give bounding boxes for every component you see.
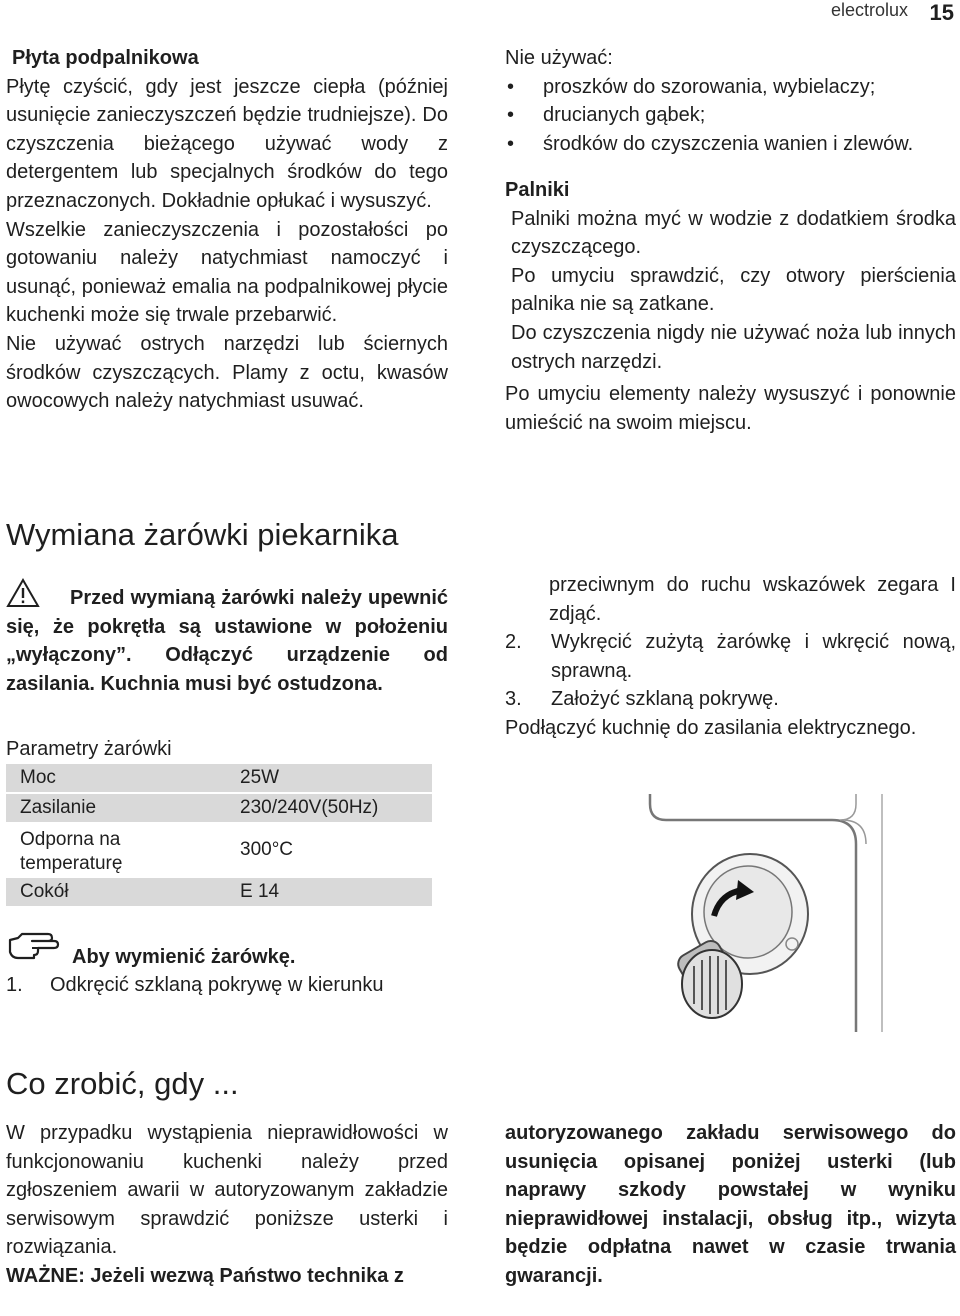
table-row bbox=[6, 878, 432, 906]
step-1-continued: przeciwnym do ruchu wskazówek zegara I zdjąć. bbox=[549, 574, 956, 625]
bulb-section-title: Wymiana żarówki piekarnika bbox=[6, 517, 399, 552]
cleaning-notes bbox=[505, 44, 956, 158]
params-title: Parametry żarówki bbox=[6, 738, 172, 760]
do-not-use-list bbox=[505, 73, 956, 159]
step-3 bbox=[505, 685, 956, 714]
param-label: Moc bbox=[6, 764, 226, 793]
step-text: Wykręcić zużytą żarówkę i wkręcić nową, sprawną. bbox=[551, 631, 956, 682]
burners-paragraph-3: Do czyszczenia nigdy nie używać noża lub innych ostrych narzędzi. bbox=[511, 321, 956, 373]
hint-title: Aby wymienić żarówkę. bbox=[72, 946, 296, 968]
burners-title: Palniki bbox=[505, 179, 570, 201]
troubleshooting-left bbox=[6, 1119, 448, 1291]
troubleshooting-paragraph: W przypadku wystąpienia nieprawidłowości w funkcjonowaniu kuchenki należy przed zgłoszeniem awarii w autoryzowanym zakładzie serwisowym sprawdzić poniższe usterki i rozwiązania. bbox=[6, 1122, 448, 1259]
param-label: Cokół bbox=[6, 878, 226, 906]
params-table bbox=[6, 764, 432, 906]
brand-name: electrolux bbox=[830, 0, 908, 20]
steps-list bbox=[505, 628, 956, 714]
param-value: 300°C bbox=[240, 839, 294, 860]
troubleshooting-right bbox=[505, 1119, 956, 1291]
step-number: 2. bbox=[505, 631, 522, 654]
important-note-continued: autoryzowanego zakładu serwisowego do usunięcia opisanej poniżej usterki (lub naprawy szkody powstałej w wyniku nieprawidłowej instalacji, obsług itp., wizyta będzie odpłatna nawet w czasie trwania gwarancji. bbox=[505, 1122, 956, 1287]
list-item: • środków do czyszczenia wanien i zlewów. bbox=[505, 130, 956, 159]
oven-lamp-illustration bbox=[642, 794, 960, 1034]
burners-paragraph-2: Po umyciu sprawdzić, czy otwory pierścienia palnika nie są zatkane. bbox=[511, 264, 956, 316]
burners-section bbox=[505, 176, 956, 437]
hob-section bbox=[6, 44, 448, 416]
table-row bbox=[6, 764, 432, 793]
steps-continued bbox=[505, 571, 956, 743]
list-item: • drucianych gąbek; bbox=[505, 101, 956, 130]
table-row bbox=[6, 822, 432, 878]
param-label: Zasilanie bbox=[6, 793, 226, 822]
step-number: 3. bbox=[505, 688, 522, 711]
burners-paragraph-4: Po umyciu elementy należy wysuszyć i ponownie umieścić na swoim miejscu. bbox=[505, 383, 956, 434]
param-label: Odporna na temperaturę bbox=[20, 829, 123, 874]
hob-paragraph-1: Płytę czyścić, gdy jest jeszcze ciepła (później usunięcie zanieczyszczeń będzie trudniejsze). Do czyszczenia bieżącego używać wody z detergentem lub specjalnych środków do tego przeznaczonych. Dokładnie opłukać i wysuszyć. bbox=[6, 75, 448, 212]
important-note: WAŻNE: Jeżeli wezwą Państwo technika z bbox=[6, 1264, 404, 1287]
step-number: 1. bbox=[6, 974, 23, 996]
list-item: • proszków do szorowania, wybielaczy; bbox=[505, 73, 956, 102]
param-value: E 14 bbox=[226, 878, 432, 906]
param-value: 230/240V(50Hz) bbox=[226, 793, 432, 822]
step-1 bbox=[6, 971, 456, 1000]
troubleshooting-title: Co zrobić, gdy ... bbox=[6, 1066, 239, 1101]
reconnect-text: Podłączyć kuchnię do zasilania elektrycznego. bbox=[505, 716, 917, 739]
hob-paragraph-3: Nie używać ostrych narzędzi lub ściernych środków czyszczących. Plamy z octu, kwasów owocowych należy natychmiast usuwać. bbox=[6, 332, 448, 413]
step-text: Odkręcić szklaną pokrywę w kierunku bbox=[50, 974, 384, 996]
step-2 bbox=[505, 628, 956, 685]
hob-paragraph-2: Wszelkie zanieczyszczenia i pozostałości po gotowaniu należy natychmiast namoczyć i usunąć, ponieważ emalia na podpalnikowej płycie kuchenki może się trwale przebarwić. bbox=[6, 218, 448, 327]
pointing-hand-icon bbox=[8, 930, 60, 960]
table-row bbox=[6, 793, 432, 822]
warning-text: Przed wymianą żarówki należy upewnić się, że pokrętła są ustawione w położeniu „wyłączony”. Odłączyć urządzenie od zasilania. Kuchnia musi być ostudzona. bbox=[6, 587, 448, 695]
burners-paragraph-1: Palniki można myć w wodzie z dodatkiem środka czyszczącego. bbox=[511, 207, 956, 259]
hob-title: Płyta podpalnikowa bbox=[12, 47, 199, 69]
step-text: Założyć szklaną pokrywę. bbox=[551, 688, 779, 711]
do-not-use-intro: Nie używać: bbox=[505, 47, 613, 69]
page-number: 15 bbox=[929, 0, 954, 25]
param-value: 25W bbox=[226, 764, 432, 793]
